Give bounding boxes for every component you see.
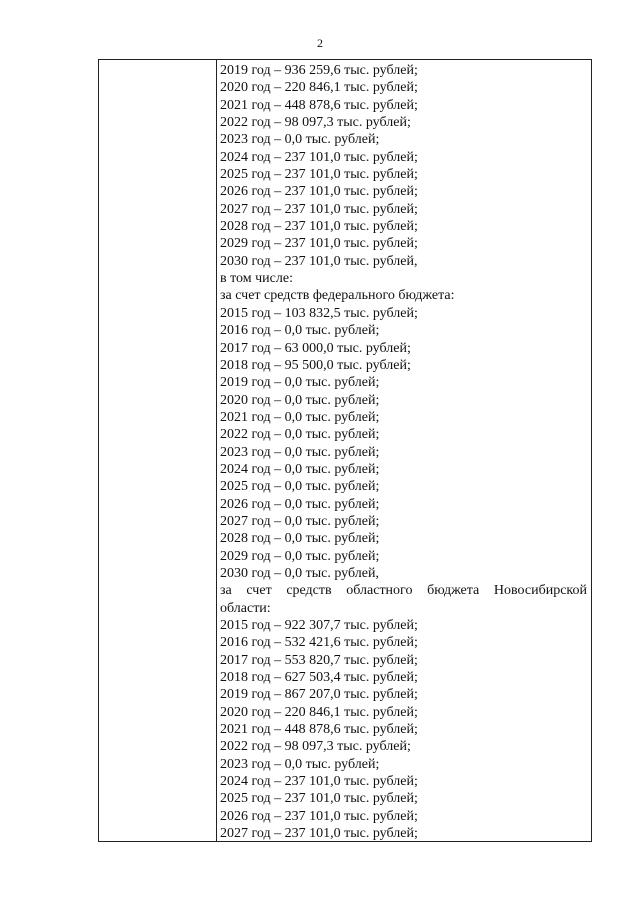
table-line: 2020 год – 0,0 тыс. рублей; (220, 392, 380, 408)
table-line: за счет средств федерального бюджета: (220, 288, 455, 304)
page-number: 2 (317, 36, 323, 50)
table-line: 2015 год – 922 307,7 тыс. рублей; (220, 618, 418, 633)
table-line: 2023 год – 0,0 тыс. рублей; (220, 132, 380, 148)
table-line: 2026 год – 237 101,0 тыс. рублей; (220, 808, 418, 824)
table-line: 2020 год – 220 846,1 тыс. рублей; (220, 80, 418, 96)
table-line: в том числе: (220, 271, 293, 287)
table-line: 2017 год – 553 820,7 тыс. рублей; (220, 652, 418, 668)
table-line: 2017 год – 63 000,0 тыс. рублей; (220, 340, 411, 356)
table-line: 2023 год – 0,0 тыс. рублей; (220, 444, 380, 460)
table-line: 2015 год – 103 832,5 тыс. рублей; (220, 305, 418, 321)
table-line: 2029 год – 0,0 тыс. рублей; (220, 548, 380, 564)
table-line: 2022 год – 0,0 тыс. рублей; (220, 427, 380, 443)
table-line: 2018 год – 95 500,0 тыс. рублей; (220, 357, 411, 373)
financing-table (98, 59, 592, 842)
table-line: 2028 год – 237 101,0 тыс. рублей; (220, 219, 418, 235)
table-left-cell (99, 60, 217, 841)
table-line: 2026 год – 237 101,0 тыс. рублей; (220, 184, 418, 200)
table-line: 2024 год – 237 101,0 тыс. рублей; (220, 774, 418, 790)
table-line: 2028 год – 0,0 тыс. рублей; (220, 531, 380, 547)
table-line: 2025 год – 237 101,0 тыс. рублей; (220, 791, 418, 807)
table-line: 2027 год – 0,0 тыс. рублей; (220, 513, 380, 529)
table-line: 2018 год – 627 503,4 тыс. рублей; (220, 670, 418, 686)
table-line: 2021 год – 0,0 тыс. рублей; (220, 409, 380, 425)
table-line: 2027 год – 237 101,0 тыс. рублей; (220, 826, 418, 841)
table-line: 2021 год – 448 878,6 тыс. рублей; (220, 722, 418, 738)
table-line: 2019 год – 867 207,0 тыс. рублей; (220, 687, 418, 703)
table-line: 2016 год – 532 421,6 тыс. рублей; (220, 635, 418, 651)
table-line: области: (220, 600, 271, 616)
table-line: 2025 год – 237 101,0 тыс. рублей; (220, 167, 418, 183)
table-line: 2020 год – 220 846,1 тыс. рублей; (220, 704, 418, 720)
table-line: 2025 год – 0,0 тыс. рублей; (220, 479, 380, 495)
table-line: 2029 год – 237 101,0 тыс. рублей; (220, 236, 418, 252)
table-line: 2024 год – 0,0 тыс. рублей; (220, 461, 380, 477)
table-line: 2026 год – 0,0 тыс. рублей; (220, 496, 380, 512)
table-line: 2019 год – 0,0 тыс. рублей; (220, 375, 380, 391)
table-line: 2019 год – 936 259,6 тыс. рублей; (220, 63, 418, 78)
table-line: 2027 год – 237 101,0 тыс. рублей; (220, 201, 418, 217)
table-line: за счет средств областного бюджета Новосибирской (220, 583, 587, 599)
table-line: 2024 год – 237 101,0 тыс. рублей; (220, 149, 418, 165)
table-line: 2021 год – 448 878,6 тыс. рублей; (220, 97, 418, 113)
table-line: 2016 год – 0,0 тыс. рублей; (220, 323, 380, 339)
table-line: 2022 год – 98 097,3 тыс. рублей; (220, 115, 411, 131)
table-right-cell (217, 60, 591, 841)
table-line: 2030 год – 0,0 тыс. рублей, (220, 565, 379, 581)
table-line: 2023 год – 0,0 тыс. рублей; (220, 756, 380, 772)
table-line: 2030 год – 237 101,0 тыс. рублей, (220, 253, 418, 269)
table-line: 2022 год – 98 097,3 тыс. рублей; (220, 739, 411, 755)
